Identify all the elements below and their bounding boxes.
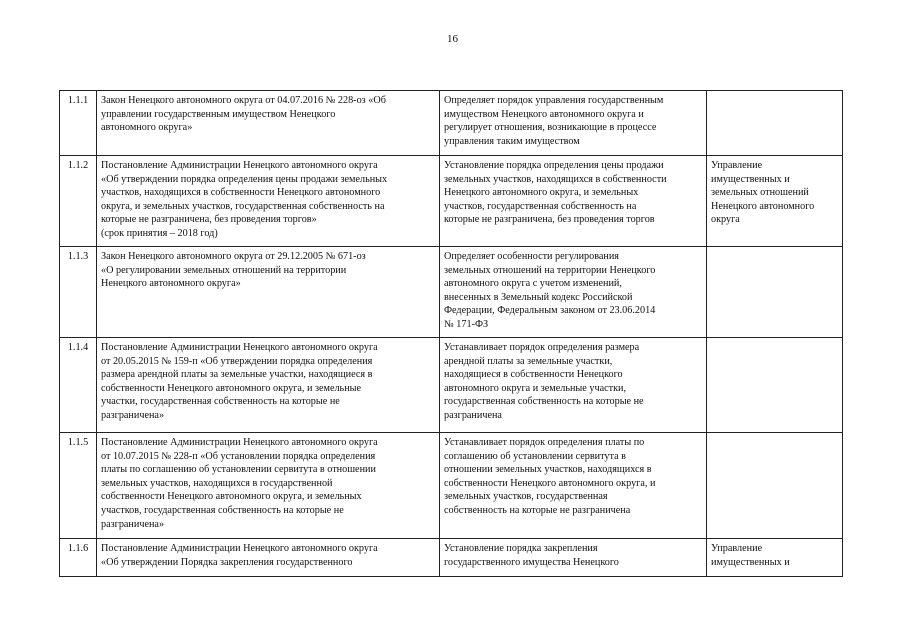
legal-act-line: земельных участков, находящихся в государственной <box>101 477 333 489</box>
legal-act-line: участков, государственная собственность на которые не <box>101 504 344 516</box>
row-number: 1.1.6 <box>60 539 97 577</box>
subject-line: отношении земельных участков, находящихся в <box>444 464 652 476</box>
legal-act-line: от 20.05.2015 № 159-п «Об утверждении порядка определения <box>101 355 373 367</box>
subject-line: которые не разграничена, без проведения торгов <box>444 214 655 226</box>
subject-line: арендной платы за земельные участки, <box>444 355 613 367</box>
legal-act-line: собственности Ненецкого автономного округа, и земельные <box>101 382 362 394</box>
legal-act-line: управлении государственным имуществом Ненецкого <box>101 108 336 120</box>
legal-act-line: разграничена» <box>101 409 165 421</box>
subject-line: собственности Ненецкого автономного округа, и <box>444 477 656 489</box>
subject-line: Устанавливает порядок определения размера <box>444 342 640 353</box>
table-row <box>60 433 843 539</box>
legal-act-cell <box>97 247 440 338</box>
subject-line: соглашению об установлении сервитута в <box>444 450 626 462</box>
table-row <box>60 91 843 156</box>
subject-line: Установление порядка закрепления <box>444 543 598 554</box>
responsible-line: округа <box>711 214 740 226</box>
legal-act-line: разграничена» <box>101 518 165 530</box>
responsible-cell <box>707 156 843 247</box>
subject-line: управления таким имуществом <box>444 135 580 147</box>
legal-act-cell <box>97 539 440 577</box>
legal-act-cell <box>97 433 440 539</box>
subject-line: земельных участков, государственная <box>444 491 608 503</box>
subject-line: Определяет порядок управления государственным <box>444 95 664 106</box>
subject-cell <box>440 338 707 433</box>
subject-line: Федерации, Федеральным законом от 23.06.2014 <box>444 305 656 317</box>
legal-act-line: размера арендной платы за земельные участки, находящиеся в <box>101 369 373 381</box>
legal-act-line: автономного округа» <box>101 122 193 134</box>
responsible-line: имущественных и <box>711 556 790 568</box>
legal-act-cell <box>97 156 440 247</box>
subject-line: внесенных в Земельный кодекс Российской <box>444 291 633 303</box>
subject-line: имуществом Ненецкого автономного округа и <box>444 108 644 120</box>
legal-acts-table <box>59 90 843 577</box>
subject-line: земельных отношений на территории Ненецкого <box>444 264 656 276</box>
responsible-cell <box>707 433 843 539</box>
legal-act-line: «Об утверждении порядка определения цены продажи земельных <box>101 173 388 185</box>
subject-line: Установление порядка определения цены продажи <box>444 160 664 171</box>
legal-act-line: округа, и земельных участков, государственная собственность на <box>101 200 385 212</box>
legal-act-cell <box>97 338 440 433</box>
legal-act-cell <box>97 91 440 156</box>
subject-cell <box>440 247 707 338</box>
responsible-cell <box>707 247 843 338</box>
subject-line: участков, государственная собственность на <box>444 200 637 212</box>
page-number: 16 <box>447 33 458 45</box>
subject-cell <box>440 91 707 156</box>
subject-line: государственного имущества Ненецкого <box>444 556 619 568</box>
subject-line: Устанавливает порядок определения платы по <box>444 437 645 448</box>
legal-act-line: Постановление Администрации Ненецкого автономного округа <box>101 543 378 554</box>
legal-act-line: от 10.07.2015 № 228-п «Об установлении порядка определения <box>101 450 376 462</box>
subject-line: земельных участков, находящихся в собственности <box>444 173 667 185</box>
subject-line: Определяет особенности регулирования <box>444 251 619 262</box>
row-number: 1.1.5 <box>60 433 97 539</box>
legal-act-line: (срок принятия – 2018 год) <box>101 227 218 239</box>
legal-act-line: Постановление Администрации Ненецкого автономного округа <box>101 342 378 353</box>
legal-act-line: Постановление Администрации Ненецкого автономного округа <box>101 437 378 448</box>
legal-act-line: «Об утверждении Порядка закрепления государственного <box>101 556 353 568</box>
legal-act-line: «О регулировании земельных отношений на территории <box>101 264 347 276</box>
responsible-cell <box>707 338 843 433</box>
subject-line: № 171-ФЗ <box>444 318 489 330</box>
subject-line: находящиеся в собственности Ненецкого <box>444 369 623 381</box>
subject-line: Ненецкого автономного округа, и земельных <box>444 187 639 199</box>
legal-act-line: Закон Ненецкого автономного округа от 04.07.2016 № 228-оз «Об <box>101 95 386 106</box>
legal-act-line: собственности Ненецкого автономного округа, и земельных <box>101 491 362 503</box>
table-row <box>60 338 843 433</box>
responsible-line: Ненецкого автономного <box>711 200 815 212</box>
responsible-line: Управление <box>711 160 763 171</box>
subject-line: автономного округа с учетом изменений, <box>444 278 622 290</box>
subject-cell <box>440 433 707 539</box>
responsible-line: земельных отношений <box>711 187 809 199</box>
legal-act-line: платы по соглашению об установлении сервитута в отношении <box>101 464 376 476</box>
responsible-cell <box>707 91 843 156</box>
legal-act-line: участков, находящихся в собственности Ненецкого автономного <box>101 187 381 199</box>
table-row <box>60 539 843 577</box>
table-row <box>60 156 843 247</box>
table-row <box>60 247 843 338</box>
subject-line: собственность на которые не разграничена <box>444 504 631 516</box>
subject-cell <box>440 156 707 247</box>
legal-act-line: Закон Ненецкого автономного округа от 29.12.2005 № 671-оз <box>101 251 366 262</box>
responsible-line: Управление <box>711 543 763 554</box>
responsible-cell <box>707 539 843 577</box>
subject-line: разграничена <box>444 409 502 421</box>
legal-act-line: которые не разграничена, без проведения торгов» <box>101 214 317 226</box>
row-number: 1.1.3 <box>60 247 97 338</box>
legal-act-line: Ненецкого автономного округа» <box>101 278 241 290</box>
subject-cell <box>440 539 707 577</box>
row-number: 1.1.1 <box>60 91 97 156</box>
legal-act-line: Постановление Администрации Ненецкого автономного округа <box>101 160 378 171</box>
subject-line: автономного округа и земельные участки, <box>444 382 627 394</box>
subject-line: регулирует отношения, возникающие в процессе <box>444 122 657 134</box>
legal-act-line: участки, государственная собственность на которые не <box>101 396 340 408</box>
row-number: 1.1.4 <box>60 338 97 433</box>
responsible-line: имущественных и <box>711 173 790 185</box>
subject-line: государственная собственность на которые не <box>444 396 644 408</box>
row-number: 1.1.2 <box>60 156 97 247</box>
